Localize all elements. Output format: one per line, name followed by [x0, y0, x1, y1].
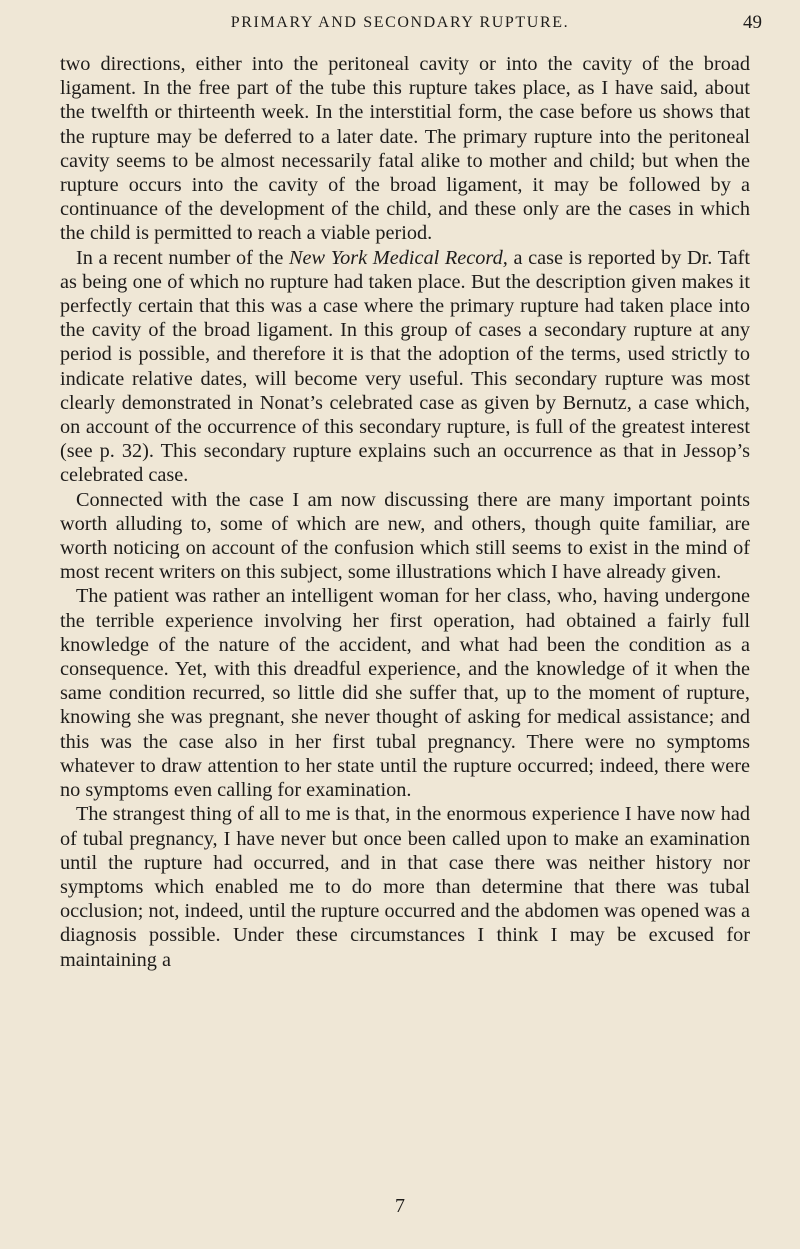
signature-mark: 7	[395, 1195, 405, 1217]
body-text	[60, 52, 750, 972]
paragraph-important-points: Connected with the case I am now discussing there are many important points worth alluding to, some of which are new, and others, though quite familiar, are worth noticing on account of the confusion which still seems to exist in the mind of most recent writers on this subject, some illustrations which I have already given.	[60, 488, 750, 584]
paragraph-taft-case	[60, 246, 750, 488]
page-number: 49	[743, 12, 762, 33]
journal-title: New York Medical Record,	[288, 246, 508, 269]
paragraph-strangest-thing: The strangest thing of all to me is that, in the enormous experience I have now had of tubal pregnancy, I have never but once been called upon to make an examination until the rupture had occurred, and in that case there was neither history nor symptoms which enabled me to do more than determine that there was tubal occlusion; not, indeed, until the rupture occurred and the abdomen was opened was a diagnosis possible. Under these circumstances I think I may be excused for maintaining a	[60, 803, 750, 971]
paragraph-taft-intro: In a recent number of the	[76, 246, 289, 269]
paragraph-taft-body: a case is reported by Dr. Taft as being one of which no rupture had taken place. But the description given makes it perfectly certain that this was a case where the primary rupture had taken place into the cavity of the broad ligament. In this group of cases a secondary rupture at any period is possible, and therefore it is that the adoption of the terms, used strictly to indicate relative dates, will become very useful. This secondary rupture was most clearly demonstrated in Nonat’s celebrated case as given by Bernutz, a case which, on account of the occurrence of this secondary rupture, is full of the greatest interest (see p. 32). This secondary rupture explains such an occurrence as that in Jessop’s celebrated case.	[60, 246, 750, 487]
running-head	[0, 8, 800, 38]
running-title: PRIMARY AND SECONDARY RUPTURE.	[230, 14, 570, 31]
paragraph-continuation: two directions, either into the peritoneal cavity or into the cavity of the broad ligament. In the free part of the tube this rupture takes place, as I have said, about the twelfth or thirteenth week. In the interstitial form, the case before us shows that the rupture may be deferred to a later date. The primary rupture into the peritoneal cavity seems to be almost necessarily fatal alike to mother and child; but when the rupture occurs into the cavity of the broad ligament, it may be followed by a continuance of the development of the child, and these only are the cases in which the child is permitted to reach a viable period.	[60, 53, 750, 245]
paragraph-patient: The patient was rather an intelligent woman for her class, who, having undergone the terrible experience involving her first operation, had obtained a fairly full knowledge of the nature of the accident, and what had been the condition as a consequence. Yet, with this dreadful experience, and the knowledge of it when the same condition recurred, so little did she suffer that, up to the moment of rupture, knowing she was pregnant, she never thought of asking for medical assistance; and this was the case also in her first tubal pregnancy. There were no symptoms whatever to draw attention to her state until the rupture occurred; indeed, there were no symptoms even calling for examination.	[60, 585, 750, 802]
